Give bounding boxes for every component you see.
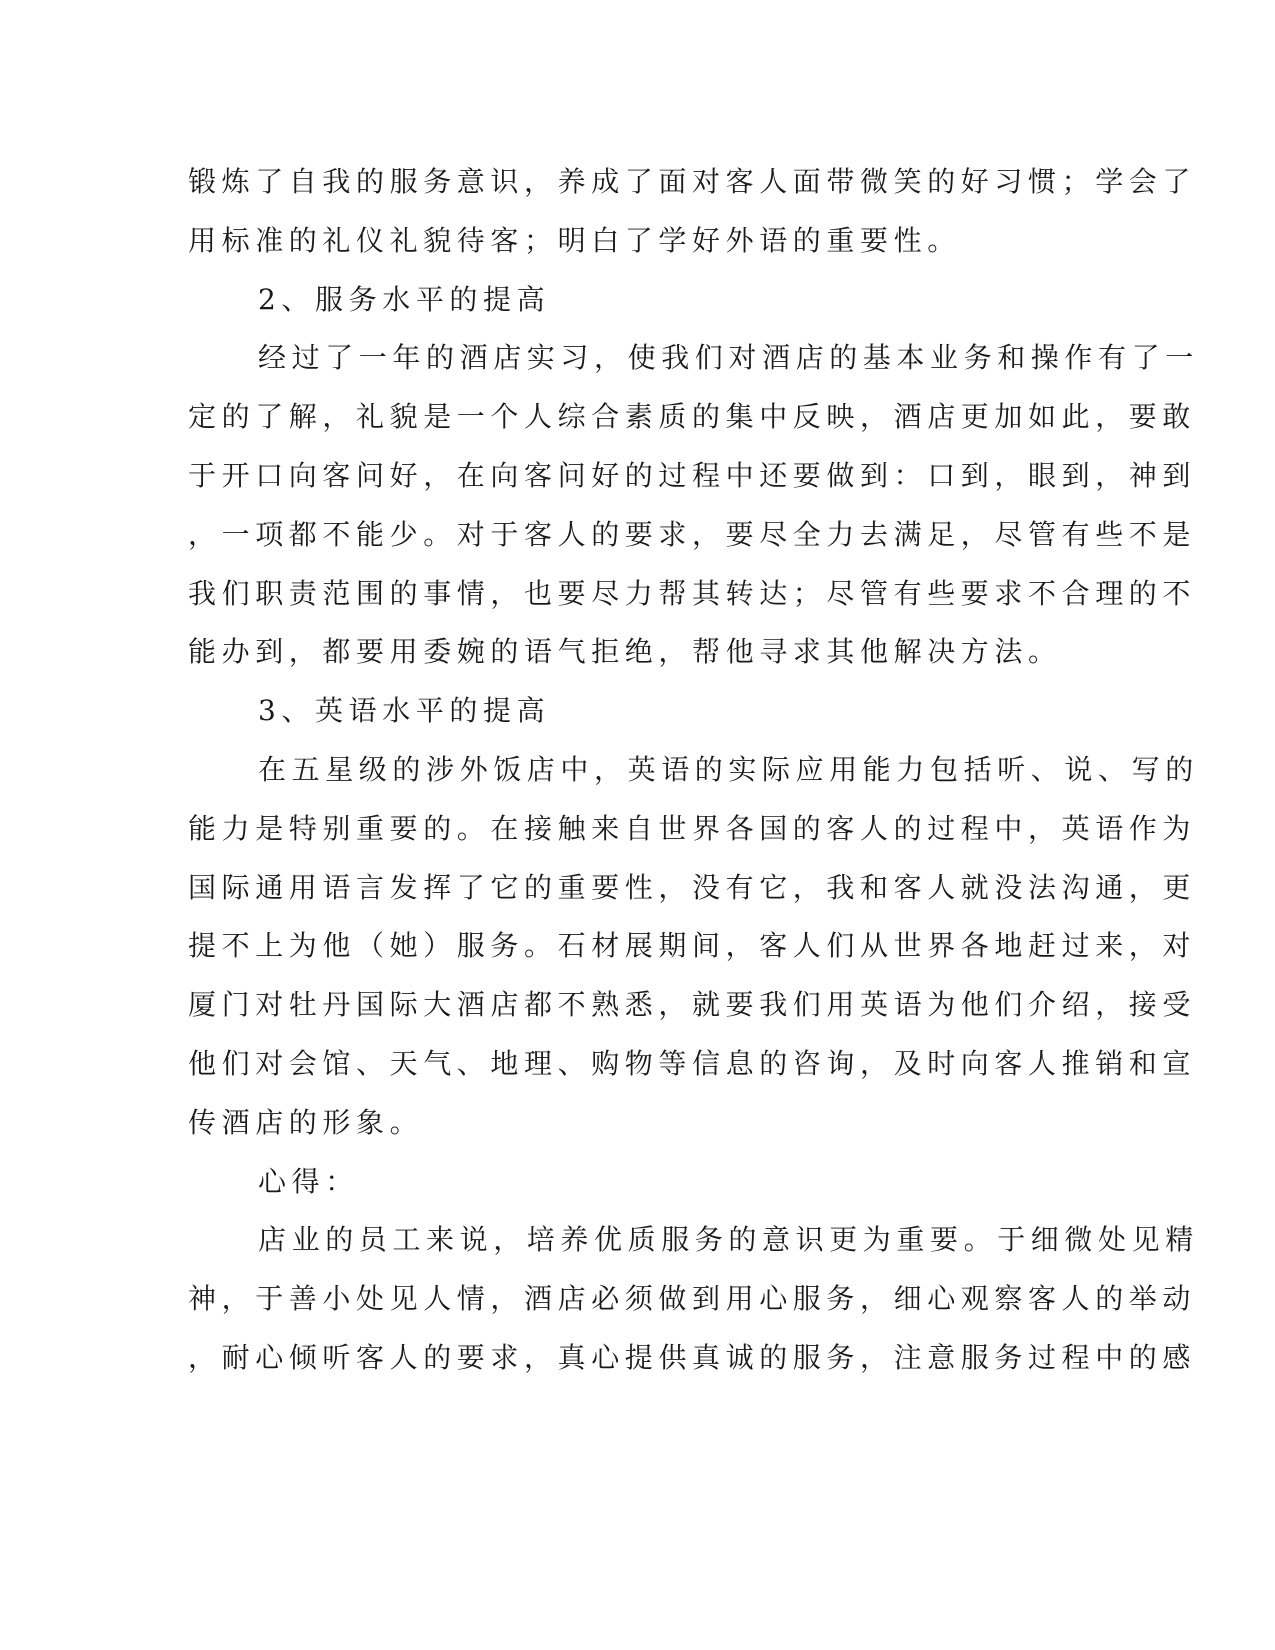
body-text-line: 传酒店的形象。 xyxy=(188,1106,424,1139)
body-text-line: ，耐心倾听客人的要求，真心提供真诚的服务，注意服务过程中的感 xyxy=(188,1341,1197,1374)
body-text-line: 定的了解，礼貌是一个人综合素质的集中反映，酒店更加如此，要敢 xyxy=(188,400,1197,433)
body-text-line: 锻炼了自我的服务意识，养成了面对客人面带微笑的好习惯；学会了 xyxy=(188,165,1197,198)
section-heading: 3、英语水平的提高 xyxy=(258,694,551,727)
body-text-line: 他们对会馆、天气、地理、购物等信息的咨询，及时向客人推销和宣 xyxy=(188,1047,1197,1080)
paragraph-first-line: 经过了一年的酒店实习，使我们对酒店的基本业务和操作有了一 xyxy=(258,341,1199,374)
section-heading: 2、服务水平的提高 xyxy=(258,283,551,316)
paragraph-first-line: 在五星级的涉外饭店中，英语的实际应用能力包括听、说、写的 xyxy=(258,753,1199,786)
body-text-line: 用标准的礼仪礼貌待客；明白了学好外语的重要性。 xyxy=(188,224,961,257)
body-text-line: 厦门对牡丹国际大酒店都不熟悉，就要我们用英语为他们介绍，接受 xyxy=(188,988,1197,1021)
body-text-line: 提不上为他（她）服务。石材展期间，客人们从世界各地赶过来，对 xyxy=(188,929,1197,962)
body-text-line: 能力是特别重要的。在接触来自世界各国的客人的过程中，英语作为 xyxy=(188,812,1197,845)
body-text-line: ，一项都不能少。对于客人的要求，要尽全力去满足，尽管有些不是 xyxy=(188,518,1197,551)
paragraph-first-line: 店业的员工来说，培养优质服务的意识更为重要。于细微处见精 xyxy=(258,1223,1199,1256)
body-text-line: 国际通用语言发挥了它的重要性，没有它，我和客人就没法沟通，更 xyxy=(188,871,1197,904)
section-heading: 心得： xyxy=(258,1165,359,1198)
body-text-line: 我们职责范围的事情，也要尽力帮其转达；尽管有些要求不合理的不 xyxy=(188,577,1197,610)
body-text-line: 神，于善小处见人情，酒店必须做到用心服务，细心观察客人的举动 xyxy=(188,1282,1197,1315)
body-text-line: 于开口向客问好，在向客问好的过程中还要做到：口到，眼到，神到 xyxy=(188,459,1197,492)
body-text-line: 能办到，都要用委婉的语气拒绝，帮他寻求其他解决方法。 xyxy=(188,635,1062,668)
